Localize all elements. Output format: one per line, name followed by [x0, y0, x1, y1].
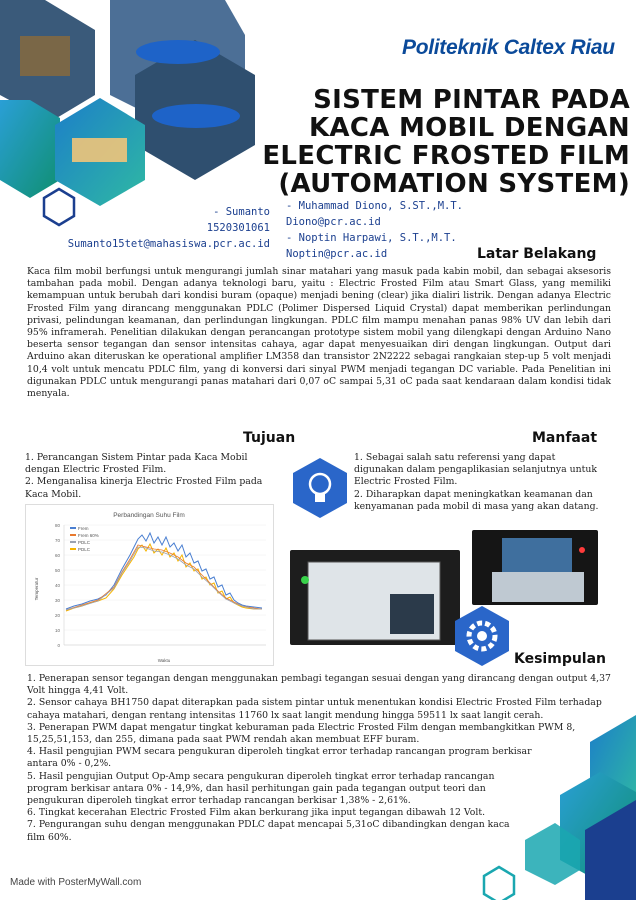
series-frem — [66, 533, 262, 609]
y-tick-label: 10 — [54, 628, 60, 633]
supervisor-2-name: - Noptin Harpawi, S.T.,M.T. — [286, 232, 457, 244]
chart-svg — [26, 505, 273, 665]
y-tick-label: 80 — [54, 523, 60, 528]
author-id: 1520301061 — [206, 222, 270, 234]
hex-blue-left — [0, 100, 60, 198]
manfaat-list — [354, 452, 606, 513]
temperature-chart — [25, 504, 274, 666]
y-tick-label: 0 — [57, 643, 60, 648]
photo-prototype-2 — [472, 530, 598, 605]
kesimpulan-item: 1. Penerapan sensor tegangan dengan menggunakan pembagi tegangan sesuai dengan yang dirancang dengan output 4,37 Volt hingga 4,41 Volt. — [27, 673, 611, 697]
manfaat-item: 1. Sebagai salah satu referensi yang dapat digunakan dalam pengaplikasian selanjutnya untuk Electric Frosted Film. — [354, 452, 597, 488]
chart-title: Perbandingan Suhu Film — [113, 512, 185, 519]
lightbulb-icon — [290, 456, 350, 520]
manfaat-heading: Manfaat — [532, 430, 598, 446]
tujuan-heading: Tujuan — [243, 430, 296, 446]
gear-icon — [452, 604, 512, 668]
x-axis-label: Waktu — [157, 658, 171, 663]
institution-logo: Politeknik Caltex Riau — [402, 36, 615, 59]
hex-br-outline — [484, 867, 514, 900]
kesimpulan-item: 6. Tingkat kecerahan Electric Frosted Film akan berkurang jika input tegangan dibawah 12 Volt. — [27, 807, 486, 819]
author-email: Sumanto15tet@mahasiswa.pcr.ac.id — [67, 238, 270, 250]
kesimpulan-list — [27, 673, 615, 844]
manfaat-item: 2. Diharapkan dapat meningkatkan keamanan dan kenyamanan pada mobil di masa yang akan datang. — [354, 488, 599, 512]
chart-legend — [70, 526, 99, 552]
y-tick-label: 70 — [54, 538, 60, 543]
legend-item: Frem 60% — [78, 533, 99, 538]
y-tick-label: 60 — [54, 553, 60, 558]
kesimpulan-heading: Kesimpulan — [514, 651, 607, 667]
y-tick-label: 50 — [54, 568, 60, 573]
title-line-3: ELECTRIC FROSTED FILM — [262, 141, 630, 171]
legend-item: PDLC — [78, 547, 91, 552]
title-line-4: (AUTOMATION SYSTEM) — [278, 169, 630, 199]
tujuan-item: 2. Menganalisa kinerja Electric Frosted Film pada Kaca Mobil. — [25, 476, 263, 500]
y-axis-label: Temperatur — [34, 577, 39, 601]
poster-title — [150, 86, 630, 198]
kesimpulan-item: 4. Hasil pengujian PWM secara pengukuran diperoleh tingkat error terhadap rancangan program berkisar antara 0% - 0,2%. — [27, 746, 532, 770]
author-student — [60, 204, 270, 252]
footer-credit: Made with PosterMyWall.com — [10, 877, 142, 888]
supervisor-1-email: Diono@pcr.ac.id — [286, 216, 381, 228]
kesimpulan-item: 3. Penerapan PWM dapat mengatur tingkat keburaman pada Electric Frosted Film dengan membangkitkan PWM 8, 15,25,51,153, dan 255, dimana pada saat PWM rendah akan membuat EFF buram. — [27, 721, 576, 746]
title-line-2: KACA MOBIL DENGAN — [308, 113, 630, 143]
kesimpulan-item: 7. Pengurangan suhu dengan menggunakan PDLC dapat mencapai 5,31oC dibandingkan dengan kaca film 60%. — [27, 819, 510, 843]
author-supervisors — [286, 198, 486, 262]
tujuan-item: 1. Perancangan Sistem Pintar pada Kaca Mobil dengan Electric Frosted Film. — [25, 452, 248, 476]
title-line-1: SISTEM PINTAR PADA — [313, 85, 630, 115]
latar-text: Kaca film mobil berfungsi untuk mengurangi jumlah sinar matahari yang masuk pada kabin mobil, dan sebagai aksesoris tambahan pada mobil. Dengan adanya teknologi baru, yaitu : Electric Frosted Film atau Smart Glass, yang memiliki kemampuan untuk berubah dari kondisi buram (opaque) menjadi bening (clear) jika dialiri listrik. Dengan adanya Electric Frosted Film yang dirancang menggunakan PDLC (Polimer Dispersed Liquid Crystal) dapat memberikan perlindungan privasi, pelindungan keamanan, dan perlindungan lingkungan. PDLC film mampu menahan panas 98% UV dan lebih dari 95% inframerah. Penelitian dilakukan dengan perancangan prototype sistem mobil yang dilengkapi dengan Arduino Nano beserta sensor tegangan dan sensor intensitas cahaya, agar dapat menyesuaikan diri dengan lingkungan. Output dari Arduino akan diteruskan ke operational amplifier LM358 dan transistor 2N2222 sebagai rangkaian step-up 5 volt menjadi 10,4 volt untuk mencatu PDLC film, yang di konversi dari sinyal PWM menjadi tegangan DC variable. Pada Penelitian ini digunakan PDLC untuk mengurangi panas matahari dari 0,07 oC sampai 5,31 oC pada saat kendaraan dalam kondisi tidak menyala. — [27, 266, 611, 400]
latar-heading: Latar Belakang — [477, 246, 597, 262]
kesimpulan-item: 2. Sensor cahaya BH1750 dapat diterapkan pada sistem pintar untuk menentukan kondisi Electric Frosted Film terhadap cahaya matahari, dengan rentang intensitas 11760 lx saat langit mendung hingga 59511 lx saat langit cerah. — [27, 697, 602, 721]
photo-prototype-1 — [290, 550, 460, 645]
supervisor-1-name: - Muhammad Diono, S.ST.,M.T. — [286, 200, 464, 212]
legend-item: PDLC — [78, 540, 91, 545]
y-tick-label: 20 — [54, 613, 60, 618]
y-tick-label: 40 — [54, 583, 60, 588]
supervisor-2-email: Noptin@pcr.ac.id — [286, 248, 388, 260]
kesimpulan-item: 5. Hasil pengujian Output Op-Amp secara pengukuran diperoleh tingkat error terhadap rancangan program berkisar antara 0% - 14,9%, dan hasil perhitungan gain pada tegangan output teori dan pengukuran diperoleh tingkat error terhadap rancangan berkisar 1,38% - 2,61%. — [27, 770, 495, 807]
tujuan-list — [25, 452, 275, 501]
author-name: - Sumanto — [213, 206, 270, 218]
legend-item: Frem — [78, 526, 89, 531]
y-tick-label: 30 — [54, 598, 60, 603]
